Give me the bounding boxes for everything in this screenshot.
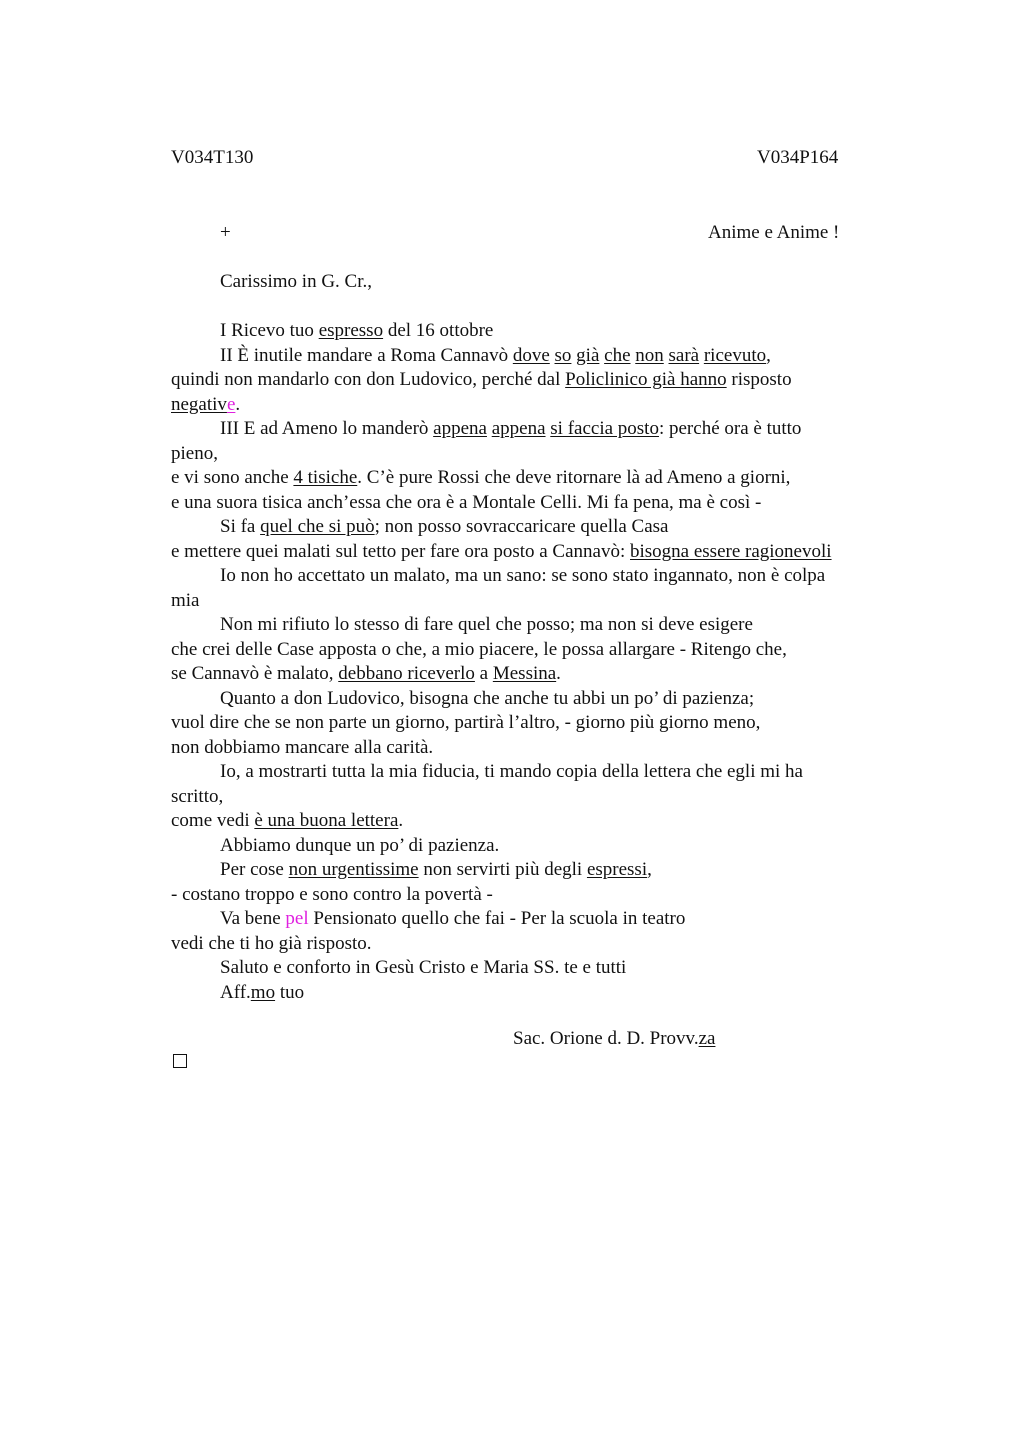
- underlined-text: negativ: [171, 393, 227, 415]
- letter-lines: [171, 319, 891, 1005]
- text-run: I Ricevo tuo: [220, 320, 319, 341]
- text-line: [171, 785, 891, 810]
- underlined-text: espresso: [318, 320, 384, 341]
- text-run: Abbiamo dunque un po’ di pazienza.: [220, 834, 500, 856]
- text-line: [171, 834, 891, 859]
- text-run: risposto: [726, 369, 792, 390]
- underlined-text: non: [635, 344, 664, 366]
- paragraph-gap: [171, 295, 891, 320]
- text-line: [171, 344, 891, 369]
- underlined-text: appena: [491, 418, 546, 439]
- text-line: [171, 564, 891, 589]
- text-run: e vi sono anche: [171, 467, 294, 488]
- document-code-left: V034T130: [171, 147, 254, 168]
- text-run: come vedi: [171, 810, 255, 831]
- underlined-text: e: [226, 393, 236, 415]
- letter-body: [171, 270, 891, 1005]
- text-run: .: [556, 663, 561, 684]
- greeting: Carissimo in G. Cr.,: [220, 271, 373, 292]
- text-run: non dobbiamo mancare alla carità.: [171, 736, 434, 758]
- document-code-right: V034P164: [757, 147, 839, 168]
- text-line: [171, 981, 891, 1006]
- text-line: [171, 638, 891, 663]
- text-run: pieno,: [171, 442, 218, 464]
- text-run: quindi non mandarlo con don Ludovico, perché dal: [171, 369, 566, 390]
- underlined-text: Messina: [492, 663, 557, 684]
- text-run: scritto,: [171, 785, 224, 807]
- text-line: [171, 932, 891, 957]
- text-run: II È inutile mandare a Roma Cannavò: [220, 344, 513, 366]
- text-run: Pensionato quello che fai - Per la scuola in teatro: [308, 908, 686, 929]
- underlined-text: debbano riceverlo: [338, 663, 475, 684]
- text-line: [171, 442, 891, 467]
- text-run: vuol dire che se non parte un giorno, partirà l’altro, - giorno più giorno meno,: [171, 712, 761, 733]
- highlighted-text: pel: [285, 908, 309, 929]
- text-line: [171, 956, 891, 981]
- underlined-text: Policlinico già hanno: [565, 369, 727, 390]
- underlined-text: mo: [250, 981, 276, 1003]
- text-line: [171, 858, 891, 883]
- text-line: [171, 687, 891, 712]
- underlined-text: dove: [512, 344, 550, 366]
- underlined-text: è una buona lettera: [254, 810, 399, 831]
- text-line: [171, 319, 891, 344]
- text-run: Si fa: [220, 516, 261, 537]
- text-run: - costano troppo e sono contro la povertà -: [171, 883, 493, 905]
- text-line: [171, 417, 891, 442]
- text-run: Per cose: [220, 859, 289, 880]
- text-run: ,: [766, 344, 771, 366]
- text-run: .: [235, 393, 241, 415]
- text-line: [171, 711, 891, 736]
- underlined-text: ricevuto: [703, 344, 767, 366]
- text-run: III E ad Ameno lo manderò: [220, 418, 434, 439]
- text-run: Aff.: [220, 981, 251, 1003]
- text-line: [171, 368, 891, 393]
- underlined-text: si faccia posto: [550, 418, 659, 439]
- checkbox-square-icon: [173, 1054, 187, 1068]
- signature-suffix: za: [698, 1028, 716, 1049]
- text-run: .: [398, 810, 404, 831]
- underlined-text: 4 tisiche: [293, 467, 358, 488]
- text-run: del 16 ottobre: [383, 320, 494, 341]
- underlined-text: quel che si può: [260, 516, 375, 537]
- text-run: Quanto a don Ludovico, bisogna che anche tu abbi un po’ di pazienza;: [220, 687, 755, 709]
- underlined-text: bisogna essere ragionevoli: [630, 540, 832, 562]
- letter-motto: Anime e Anime !: [708, 222, 840, 243]
- underlined-text: che: [604, 344, 631, 366]
- text-line: [171, 760, 891, 785]
- text-line: [171, 809, 891, 834]
- signature: [513, 1028, 715, 1050]
- text-line: [171, 662, 891, 687]
- text-run: . C’è pure Rossi che deve ritornare là ad Ameno a giorni,: [357, 467, 791, 488]
- text-run: Io, a mostrarti tutta la mia fiducia, ti mando copia della lettera che egli mi ha: [220, 761, 803, 782]
- signature-text: Sac. Orione d. D. Provv.: [513, 1028, 699, 1049]
- text-run: e mettere quei malati sul tetto per fare ora posto a Cannavò:: [171, 540, 630, 562]
- text-line: [171, 907, 891, 932]
- text-line: [171, 393, 891, 418]
- text-run: Io non ho accettato un malato, ma un sano: se sono stato ingannato, non è colpa: [220, 565, 826, 586]
- text-line: [171, 466, 891, 491]
- text-line: [171, 491, 891, 516]
- text-run: Va bene: [220, 908, 286, 929]
- underlined-text: già: [576, 344, 600, 366]
- text-run: non servirti più degli: [418, 859, 587, 880]
- underlined-text: appena: [433, 418, 487, 439]
- text-line: [171, 613, 891, 638]
- text-line: [171, 736, 891, 761]
- text-run: mia: [171, 589, 200, 611]
- underlined-text: so: [554, 344, 572, 366]
- underlined-text: espressi: [586, 859, 648, 880]
- underlined-text: non urgentissime: [288, 859, 419, 880]
- text-run: tuo: [275, 981, 305, 1003]
- text-run: che crei delle Case apposta o che, a mio piacere, le possa allargare - Ritengo che,: [171, 638, 787, 660]
- text-run: Saluto e conforto in Gesù Cristo e Maria SS. te e tutti: [220, 957, 627, 978]
- text-run: ; non posso sovraccaricare quella Casa: [374, 516, 669, 537]
- text-run: a: [474, 663, 493, 684]
- text-line: [171, 540, 891, 565]
- text-run: vedi che ti ho già risposto.: [171, 932, 372, 954]
- text-run: e una suora tisica anch’essa che ora è a Montale Celli. Mi fa pena, ma è così -: [171, 491, 762, 513]
- text-run: : perché ora è tutto: [658, 418, 802, 439]
- text-run: se Cannavò è malato,: [171, 663, 339, 684]
- text-run: ,: [647, 859, 652, 880]
- text-line: [171, 883, 891, 908]
- text-run: Non mi rifiuto lo stesso di fare quel che posso; ma non si deve esigere: [220, 614, 753, 635]
- underlined-text: sarà: [668, 344, 700, 366]
- cross-mark: +: [220, 222, 231, 243]
- text-line: [171, 515, 891, 540]
- text-line: [171, 589, 891, 614]
